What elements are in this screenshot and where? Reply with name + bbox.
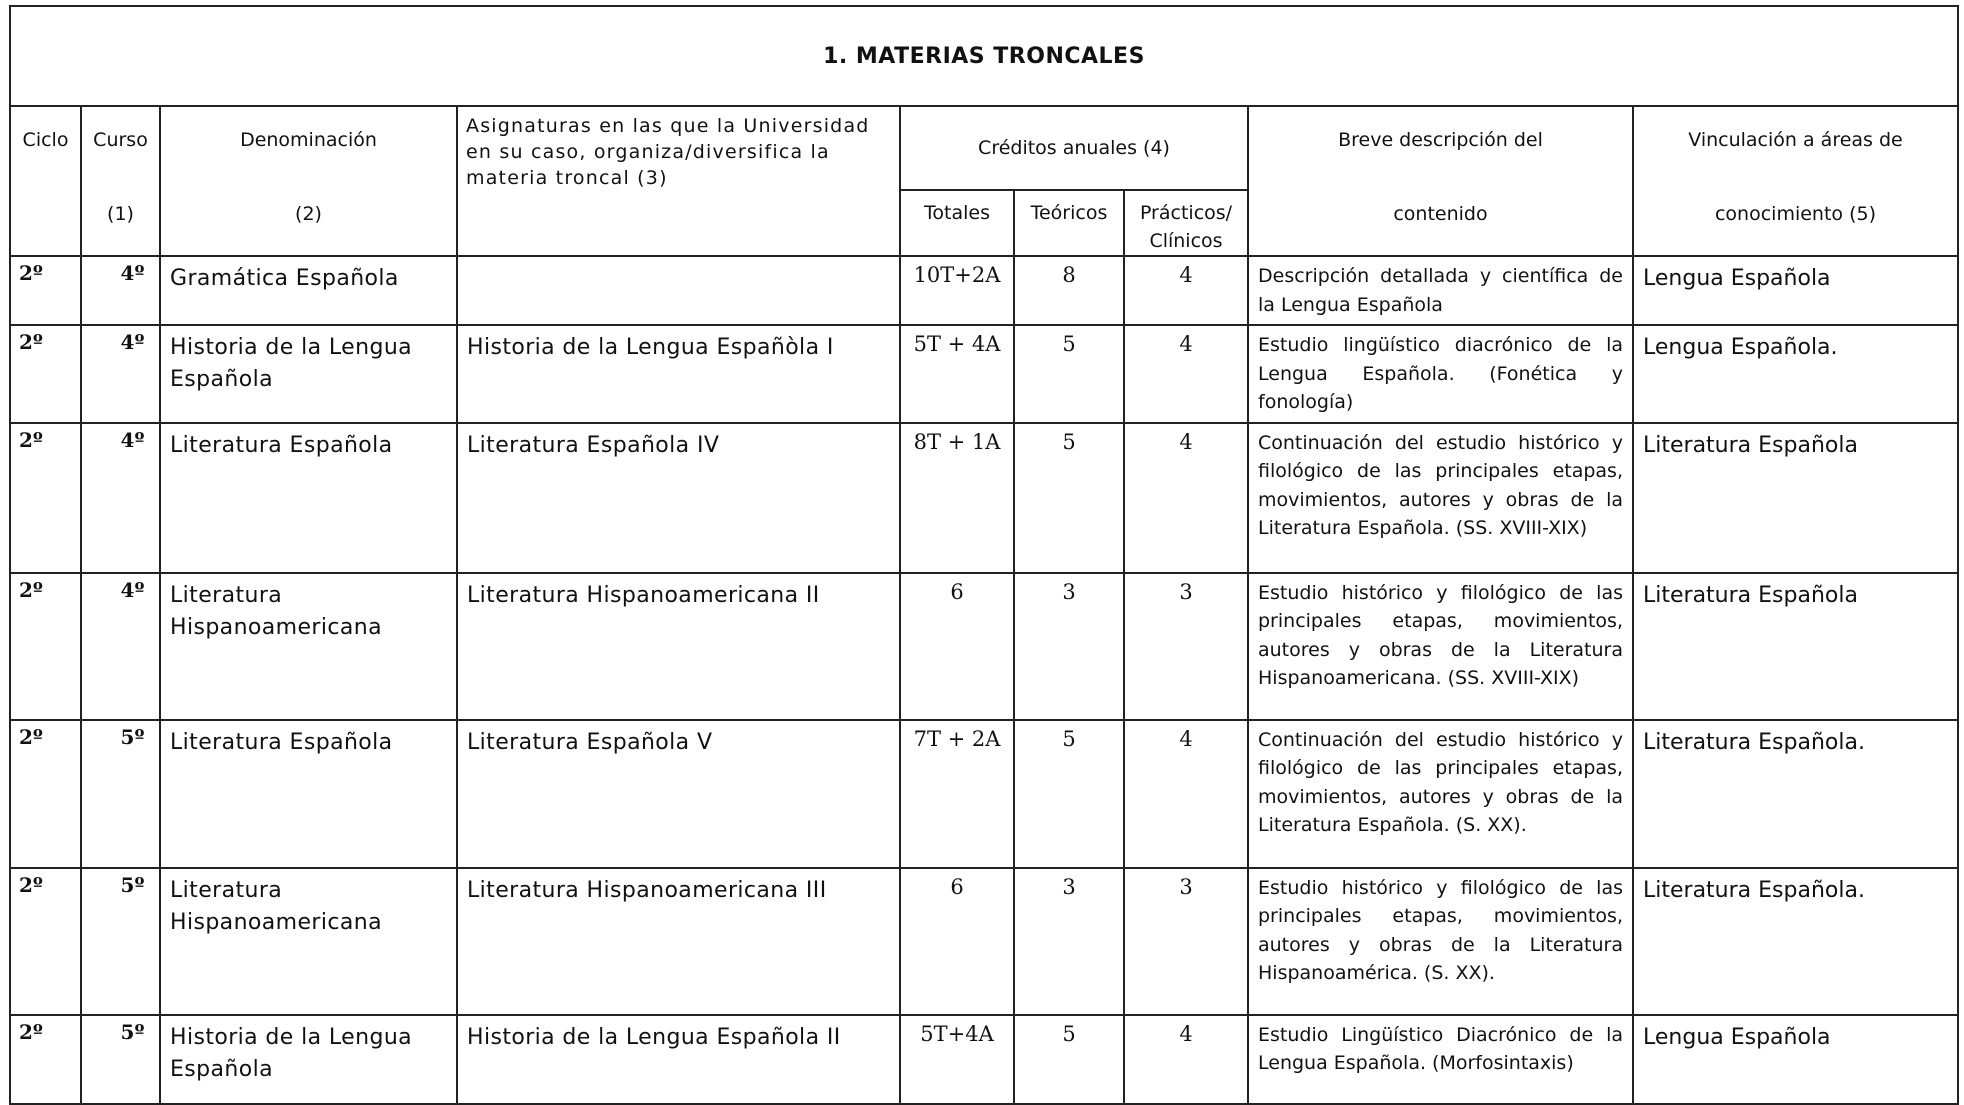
table-title: 1. MATERIAS TRONCALES (10, 6, 1958, 106)
header-teoricos: Teóricos (1014, 190, 1124, 256)
table-row (10, 720, 1958, 868)
cell-descripcion: Continuación del estudio histórico y filológico de las principales etapas, movimientos, autores y obras de la Literatura Española. (SS. XVIII-XIX) (1248, 423, 1633, 573)
header-practicos: Prácticos/ Clínicos (1124, 190, 1248, 256)
table-row (10, 423, 1958, 573)
cell-denominacion: Gramática Española (160, 256, 457, 325)
cell-curso: 4º (81, 423, 160, 573)
cell-denominacion: Literatura Española (160, 720, 457, 868)
header-asignaturas: Asignaturas en las que la Universidad en su caso, organiza/diversifica la materia troncal (3) (457, 106, 900, 256)
cell-vinculacion: Literatura Española (1633, 423, 1958, 573)
cell-practicos: 4 (1124, 325, 1248, 423)
materias-troncales-table (9, 5, 1959, 1105)
cell-totales: 5T+4A (900, 1015, 1014, 1104)
table-row (10, 868, 1958, 1015)
cell-teoricos: 3 (1014, 573, 1124, 720)
cell-descripcion: Estudio histórico y filológico de las principales etapas, movimientos, autores y obras de la Literatura Hispanoamericana. (SS. XVIII-XIX) (1248, 573, 1633, 720)
cell-vinculacion: Lengua Española (1633, 1015, 1958, 1104)
cell-ciclo: 2º (10, 325, 81, 423)
cell-vinculacion: Literatura Española (1633, 573, 1958, 720)
cell-vinculacion: Lengua Española. (1633, 325, 1958, 423)
header-curso: Curso (1) (81, 106, 160, 256)
cell-asignatura (457, 256, 900, 325)
document-page (9, 5, 1957, 1105)
cell-denominacion: Literatura Hispanoamericana (160, 573, 457, 720)
cell-curso: 5º (81, 720, 160, 868)
cell-ciclo: 2º (10, 1015, 81, 1104)
cell-curso: 4º (81, 256, 160, 325)
cell-teoricos: 8 (1014, 256, 1124, 325)
cell-descripcion: Descripción detallada y científica de la Lengua Española (1248, 256, 1633, 325)
header-totales: Totales (900, 190, 1014, 256)
cell-teoricos: 5 (1014, 423, 1124, 573)
cell-asignatura: Literatura Hispanoamericana II (457, 573, 900, 720)
table-row (10, 573, 1958, 720)
cell-asignatura: Literatura Española V (457, 720, 900, 868)
cell-practicos: 4 (1124, 1015, 1248, 1104)
cell-curso: 5º (81, 868, 160, 1015)
cell-curso: 5º (81, 1015, 160, 1104)
cell-ciclo: 2º (10, 720, 81, 868)
cell-descripcion: Continuación del estudio histórico y filológico de las principales etapas, movimientos, autores y obras de la Literatura Española. (S. XX). (1248, 720, 1633, 868)
table-row (10, 325, 1958, 423)
cell-totales: 6 (900, 868, 1014, 1015)
header-vinculacion: Vinculación a áreas de conocimiento (5) (1633, 106, 1958, 256)
cell-vinculacion: Literatura Española. (1633, 868, 1958, 1015)
cell-teoricos: 3 (1014, 868, 1124, 1015)
cell-asignatura: Historia de la Lengua Españòla I (457, 325, 900, 423)
cell-descripcion: Estudio histórico y filológico de las principales etapas, movimientos, autores y obras de la Literatura Hispanoamérica. (S. XX). (1248, 868, 1633, 1015)
table-row (10, 1015, 1958, 1104)
cell-denominacion: Literatura Española (160, 423, 457, 573)
header-creditos: Créditos anuales (4) (900, 106, 1248, 190)
table-row (10, 256, 1958, 325)
cell-vinculacion: Lengua Española (1633, 256, 1958, 325)
cell-totales: 6 (900, 573, 1014, 720)
header-ciclo: Ciclo (10, 106, 81, 256)
cell-totales: 7T + 2A (900, 720, 1014, 868)
cell-asignatura: Literatura Española IV (457, 423, 900, 573)
cell-ciclo: 2º (10, 256, 81, 325)
header-descripcion: Breve descripción del contenido (1248, 106, 1633, 256)
cell-practicos: 4 (1124, 720, 1248, 868)
cell-teoricos: 5 (1014, 1015, 1124, 1104)
cell-practicos: 4 (1124, 423, 1248, 573)
cell-descripcion: Estudio lingüístico diacrónico de la Lengua Española. (Fonética y fonología) (1248, 325, 1633, 423)
cell-practicos: 3 (1124, 573, 1248, 720)
cell-asignatura: Literatura Hispanoamericana III (457, 868, 900, 1015)
cell-totales: 5T + 4A (900, 325, 1014, 423)
cell-asignatura: Historia de la Lengua Española II (457, 1015, 900, 1104)
cell-denominacion: Historia de la Lengua Española (160, 1015, 457, 1104)
cell-vinculacion: Literatura Española. (1633, 720, 1958, 868)
cell-teoricos: 5 (1014, 325, 1124, 423)
cell-ciclo: 2º (10, 573, 81, 720)
cell-practicos: 3 (1124, 868, 1248, 1015)
cell-totales: 10T+2A (900, 256, 1014, 325)
cell-denominacion: Historia de la Lengua Española (160, 325, 457, 423)
header-denominacion: Denominación (2) (160, 106, 457, 256)
cell-curso: 4º (81, 573, 160, 720)
cell-ciclo: 2º (10, 423, 81, 573)
cell-descripcion: Estudio Lingüístico Diacrónico de la Lengua Española. (Morfosintaxis) (1248, 1015, 1633, 1104)
cell-practicos: 4 (1124, 256, 1248, 325)
cell-denominacion: Literatura Hispanoamericana (160, 868, 457, 1015)
cell-teoricos: 5 (1014, 720, 1124, 868)
cell-ciclo: 2º (10, 868, 81, 1015)
cell-curso: 4º (81, 325, 160, 423)
cell-totales: 8T + 1A (900, 423, 1014, 573)
